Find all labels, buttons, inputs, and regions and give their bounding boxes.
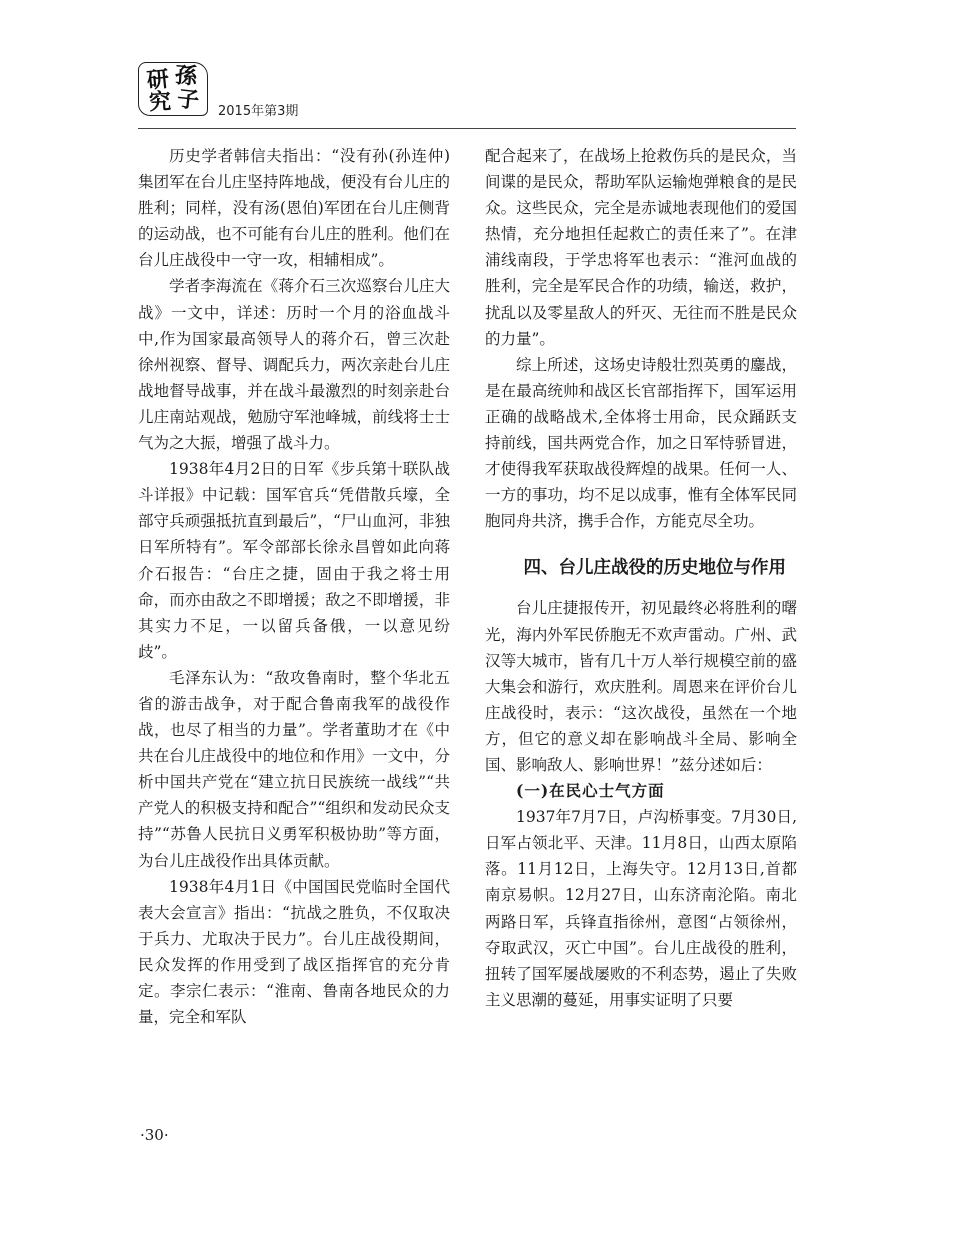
paragraph: 1938年4月1日《中国国民党临时全国代表大会宣言》指出：“抗战之胜负，不仅取决于兵力、尤取决于民力”。台儿庄战役期间，民众发挥的作用受到了战区指挥官的充分肯定。李宗仁表示：“淮南、鲁南各地民众的力量，完全和军队	[138, 877, 450, 1027]
logo-char-1: 研	[145, 65, 171, 95]
paragraph-continuation: 配合起来了，在战场上抢救伤兵的是民众，当间谍的是民众，帮助军队运输炮弹粮食的是民众。这些民众，完全是赤诚地表现他们的爱国热情，充分地担任起救亡的责任来了”。在津浦线南段，于学忠将军也表示：“淮河血战的胜利，完全是军民合作的功绩，输送，救护，扰乱以及零星敌人的歼灭、无往而不胜是民众的力量”。	[485, 147, 797, 348]
logo-char-4: 子	[175, 85, 201, 115]
issue-label: 2015年第3期	[218, 104, 299, 119]
paragraph: 1937年7月7日，卢沟桥事变。7月30日,日军占领北平、天津。11月8日，山西太原陷落。11月12日，上海失守。12月13日,首都南京易帜。12月27日，山东济南沦陷。南北两路日军，兵锋直指徐州，意图“占领徐州，夺取武汉，灭亡中国”。台儿庄战役的胜利，扭转了国军屡战屡败的不利态势，遏止了失败主义思潮的蔓延，用事实证明了只要	[485, 808, 797, 1009]
paragraph: 毛泽东认为：“敌攻鲁南时，整个华北五省的游击战争，对于配合鲁南我军的战役作战，也尽了相当的力量”。学者董助才在《中共在台儿庄战役中的地位和作用》一文中，分析中国共产党在“建立抗日民族统一战线”“共产党人的积极支持和配合”“组织和发动民众支持”“苏鲁人民抗日义勇军积极协助”等方面，为台儿庄战役作出具体贡献。	[138, 668, 450, 870]
left-column	[138, 143, 450, 1030]
paragraph: 台儿庄捷报传开，初见最终必将胜利的曙光，海内外军民侨胞无不欢声雷动。广州、武汉等大城市，皆有几十万人举行规模空前的盛大集会和游行，欢庆胜利。周恩来在评价台儿庄战役时，表示：“这次战役，虽然在一个地方，但它的意义却在影响战斗全局、影响全国、影响敌人、影响世界！”兹分述如后：	[485, 599, 797, 774]
journal-logo	[138, 62, 208, 116]
logo-char-3: 究	[148, 88, 172, 116]
section-heading: 四、台儿庄战役的历史地位与作用	[523, 558, 786, 579]
page-number: ·30·	[140, 1126, 169, 1144]
header-rule	[138, 128, 796, 129]
logo-char-2: 孫	[174, 62, 198, 90]
paragraph: 历史学者韩信夫指出：“没有孙(孙连仲)集团军在台儿庄坚持阵地战，便没有台儿庄的胜利；同样，没有汤(恩伯)军团在台儿庄侧背的运动战，也不可能有台儿庄的胜利。他们在台儿庄战役中一守一攻，相辅相成”。	[138, 147, 450, 270]
right-column	[485, 143, 797, 1013]
paragraph: 学者李海流在《蒋介石三次巡察台儿庄大战》一文中，详述：历时一个月的浴血战斗中,作为国家最高领导人的蒋介石，曾三次赴徐州视察、督导、调配兵力，两次亲赴台儿庄战地督导战事，并在战斗最激烈的时刻亲赴台儿庄南站观战，勉励守军池峰城，前线将士士气为之大振，增强了战斗力。	[138, 277, 450, 453]
sub-heading: (一)在民心士气方面	[516, 781, 665, 801]
paragraph: 1938年4月2日的日军《步兵第十联队战斗详报》中记载：国军官兵“凭借散兵壕，全部守兵顽强抵抗直到最后”，“尸山血河，非独日军所特有”。军令部部长徐永昌曾如此向蒋介石报告：“台庄之捷，固由于我之将士用命，而亦由敌之不即增援；敌之不即增援，非其实力不足，一以留兵备俄，一以意见纷歧”。	[138, 460, 450, 661]
paragraph: 综上所述，这场史诗般壮烈英勇的鏖战，是在最高统帅和战区长官部指挥下，国军运用正确的战略战术,全体将士用命，民众踊跃支持前线，国共两党合作，加之日军恃骄冒进，才使得我军获取战役辉煌的战果。任何一人、一方的事功，均不足以成事，惟有全体军民同胞同舟共济，携手合作，方能克尽全功。	[485, 355, 797, 531]
